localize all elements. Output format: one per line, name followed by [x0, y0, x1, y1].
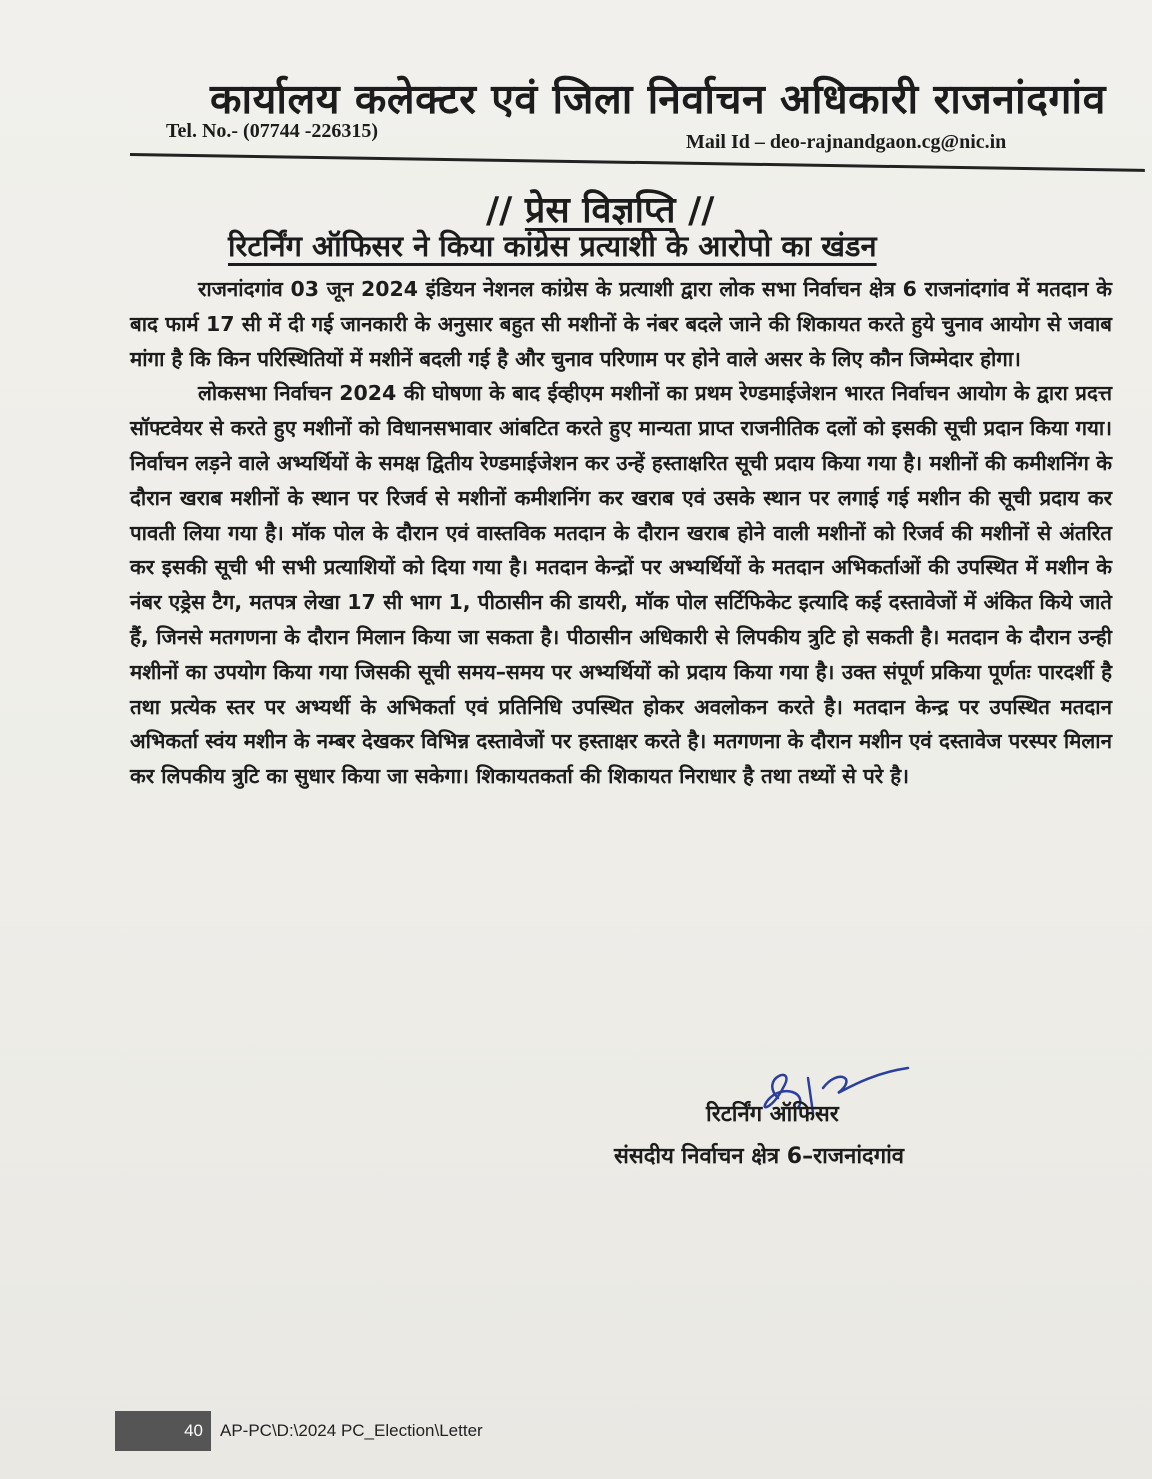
press-release-suffix: //: [688, 190, 715, 231]
office-title: कार्यालय कलेक्टर एवं जिला निर्वाचन अधिकारी राजनांदगांव: [210, 75, 1106, 123]
press-release-prefix: //: [486, 190, 513, 231]
signatory-title: रिटर्निंग ऑफिसर: [706, 1102, 839, 1127]
signatory-constituency: संसदीय निर्वाचन क्षेत्र 6–राजनांदगांव: [614, 1144, 905, 1169]
footer-file-path: AP-PC\D:\2024 PC_Election\Letter: [220, 1421, 483, 1440]
press-release-headline: रिटर्निंग ऑफिसर ने किया कांग्रेस प्रत्याशी के आरोपो का खंडन: [228, 229, 877, 263]
footer-page-number-box: [115, 1411, 211, 1451]
body-paragraph-2: लोकसभा निर्वाचन 2024 की घोषणा के बाद ईव्हीएम मशीनों का प्रथम रेण्डमाईजेशन भारत निर्वाचन आयोग के द्वारा प्रदत्त सॉफ्टवेयर से करते हुए मशीनों को विधानसभावार आंबटित करते हुए मान्यता प्राप्त राजनीतिक दलों को इसकी सूची प्रदान किया गया। निर्वाचन लड़ने वाले अभ्यर्थियों के समक्ष द्वितीय रेण्डमाईजेशन कर उन्हें हस्ताक्षरित सूची प्रदाय किया गया है। मशीनों की कमीशनिंग के दौरान खराब मशीनों के स्थान पर रिजर्व से मशीनों कमीशनिंग कर खराब एवं उसके स्थान पर लगाई गई मशीन की सूची प्रदाय कर पावती लिया गया है। मॉक पोल के दौरान एवं वास्तविक मतदान के दौरान खराब होने वाली मशीनों को रिजर्व की मशीनों से अंतरित कर इसकी सूची भी सभी प्रत्याशियों को दिया गया है। मतदान केन्द्रों पर अभ्यर्थियों के मतदान अभिकर्ताओं की उपस्थित में मशीन के नंबर एड्रेस टैग, मतपत्र लेखा 17 सी भाग 1, पीठासीन की डायरी, मॉक पोल सर्टिफिकेट इत्यादि कई दस्तावेजों में अंकित किये जाते हैं, जिनसे मतगणना के दौरान मिलान किया जा सकता है। पीठासीन अधिकारी से लिपकीय त्रुटि हो सकती है। मतदान के दौरान उन्ही मशीनों का उपयोग किया गया जिसकी सूची समय–समय पर अभ्यर्थियों को प्रदाय किया गया है। उक्त संपूर्ण प्रकिया पूर्णतः पारदर्शी है तथा प्रत्येक स्तर पर अभ्यर्थी के अभिकर्ता एवं प्रतिनिधि उपस्थित होकर अवलोकन करते है। मतदान केन्द्र पर उपस्थित मतदान अभिकर्ता स्वंय मशीन के नम्बर देखकर विभिन्न दस्तावेजों पर हस्ताक्षर करते है। मतगणना के दौरान मशीन एवं दस्तावेज परस्पर मिलान कर लिपकीय त्रुटि का सुधार किया जा सकेगा। शिकायतकर्ता की शिकायत निराधार है तथा तथ्यों से परे है।: [130, 381, 1112, 789]
press-release-label: प्रेस विज्ञप्ति: [524, 190, 676, 231]
header-divider: [130, 153, 1145, 172]
press-release-body: [130, 272, 1112, 794]
footer-page-number: 40: [184, 1421, 203, 1440]
mail-id: Mail Id – deo-rajnandgaon.cg@nic.in: [686, 131, 1007, 153]
body-paragraph-1: राजनांदगांव 03 जून 2024 इंडियन नेशनल कांग्रेस के प्रत्याशी द्वारा लोक सभा निर्वाचन क्षेत्र 6 राजनांदगांव में मतदान के बाद फार्म 17 सी में दी गई जानकारी के अनुसार बहुत सी मशीनों के नंबर बदले जाने की शिकायत करते हुये चुनाव आयोग से जवाब मांगा है कि किन परिस्थितियों में मशीनें बदली गई है और चुनाव परिणाम पर होने वाले असर के लिए कौन जिम्मेदार होगा।: [130, 277, 1112, 371]
telephone-number: Tel. No.- (07744 -226315): [166, 120, 379, 142]
